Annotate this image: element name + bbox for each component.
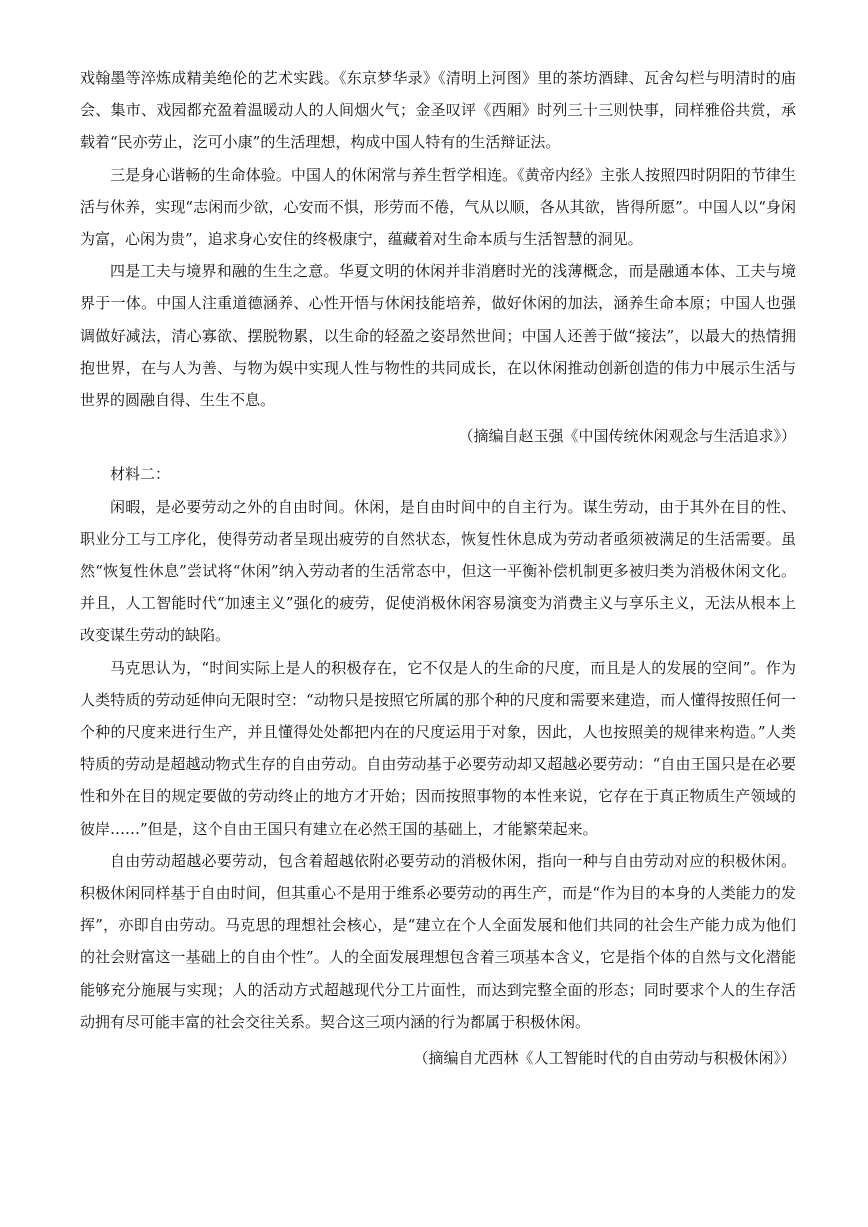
source-citation-one: （摘编自赵玉强《中国传统休闲观念与生活追求》） [458,427,796,446]
paragraph-marx-time: 马克思认为，“时间实际上是人的积极存在，它不仅是人的生命的尺度，而且是人的发展的空间”。作为人类特质的劳动延伸向无限时空：“动物只是按照它所属的那个种的尺度和需要来建造，而人懂得按照任何一个种的尺度来进行生产，并且懂得处处都把内在的尺度运用于对象，因此，人也按照美的规律来构造。”人类特质的劳动是超越动物式生存的自由劳动。自由劳动基于必要劳动却又超越必要劳动：“自由王国只是在必要性和外在目的规定要做的劳动终止的地方才开始；因而按照事物的本性来说，它存在于真正物质生产领域的彼岸……”但是，这个自由王国只有建立在必然王国的基础上，才能繁荣起来。 [80,658,796,838]
material-two-label: 材料二： [110,465,171,484]
paragraph-point-four: 四是工夫与境界和融的生生之意。华夏文明的休闲并非消磨时光的浅薄概念，而是融通本体、工夫与境界于一体。中国人注重道德涵养、心性开悟与休闲技能培养，做好休闲的加法，涵养生命本原；中国人也强调做好减法，清心寡欲、摆脱物累，以生命的轻盈之姿昂然世间；中国人还善于做“接法”，以最大的热情拥抱世界，在与人为善、与物为娱中实现人性与物性的共同成长，在以休闲推动创新创造的伟力中展示生活与世界的圆融自得、生生不息。 [80,262,796,410]
paragraph-leisure-definition: 闲暇，是必要劳动之外的自由时间。休闲，是自由时间中的自主行为。谋生劳动，由于其外在目的性、职业分工与工序化，使得劳动者呈现出疲劳的自然状态，恢复性休息成为劳动者亟须被满足的生活需要。虽然“恢复性休息”尝试将“休闲”纳入劳动者的生活常态中，但这一平衡补偿机制更多被归类为消极休闲文化。并且，人工智能时代“加速主义”强化的疲劳，促使消极休闲容易演变为消费主义与享乐主义，无法从根本上改变谋生劳动的缺陷。 [80,497,796,645]
document-page [80,62,796,1074]
paragraph-point-three: 三是身心谐畅的生命体验。中国人的休闲常与养生哲学相连。《黄帝内经》主张人按照四时阴阳的节律生活与休养，实现“志闲而少欲，心安而不惧，形劳而不倦，气从以顺，各从其欲，皆得所愿”。中国人以“身闲为富，心闲为贵”，追求身心安住的终极康宁，蕴藏着对生命本质与生活智慧的洞见。 [80,165,796,249]
paragraph-continued: 戏翰墨等淬炼成精美绝伦的艺术实践。《东京梦华录》《清明上河图》里的茶坊酒肆、瓦舍勾栏与明清时的庙会、集市、戏园都充盈着温暖动人的人间烟火气；金圣叹评《西厢》时列三十三则快事，同样雅俗共赏，承载着“民亦劳止，汔可小康”的生活理想，构成中国人特有的生活辩证法。 [80,69,796,152]
source-citation-two: （摘编自尤西林《人工智能时代的自由劳动与积极休闲》） [413,1049,796,1068]
paragraph-active-leisure: 自由劳动超越必要劳动，包含着超越依附必要劳动的消极休闲，指向一种与自由劳动对应的积极休闲。积极休闲同样基于自由时间，但其重心不是用于维系必要劳动的再生产，而是“作为目的本身的人类能力的发挥”，亦即自由劳动。马克思的理想社会核心，是“建立在个人全面发展和他们共同的社会生产能力成为他们的社会财富这一基础上的自由个性”。人的全面发展理想包含着三项基本含义，它是指个体的自然与文化潜能能够充分施展与实现；人的活动方式超越现代分工片面性，而达到完整全面的形态；同时要求个人的生存活动拥有尽可能丰富的社会交往关系。契合这三项内涵的行为都属于积极休闲。 [80,851,796,1031]
